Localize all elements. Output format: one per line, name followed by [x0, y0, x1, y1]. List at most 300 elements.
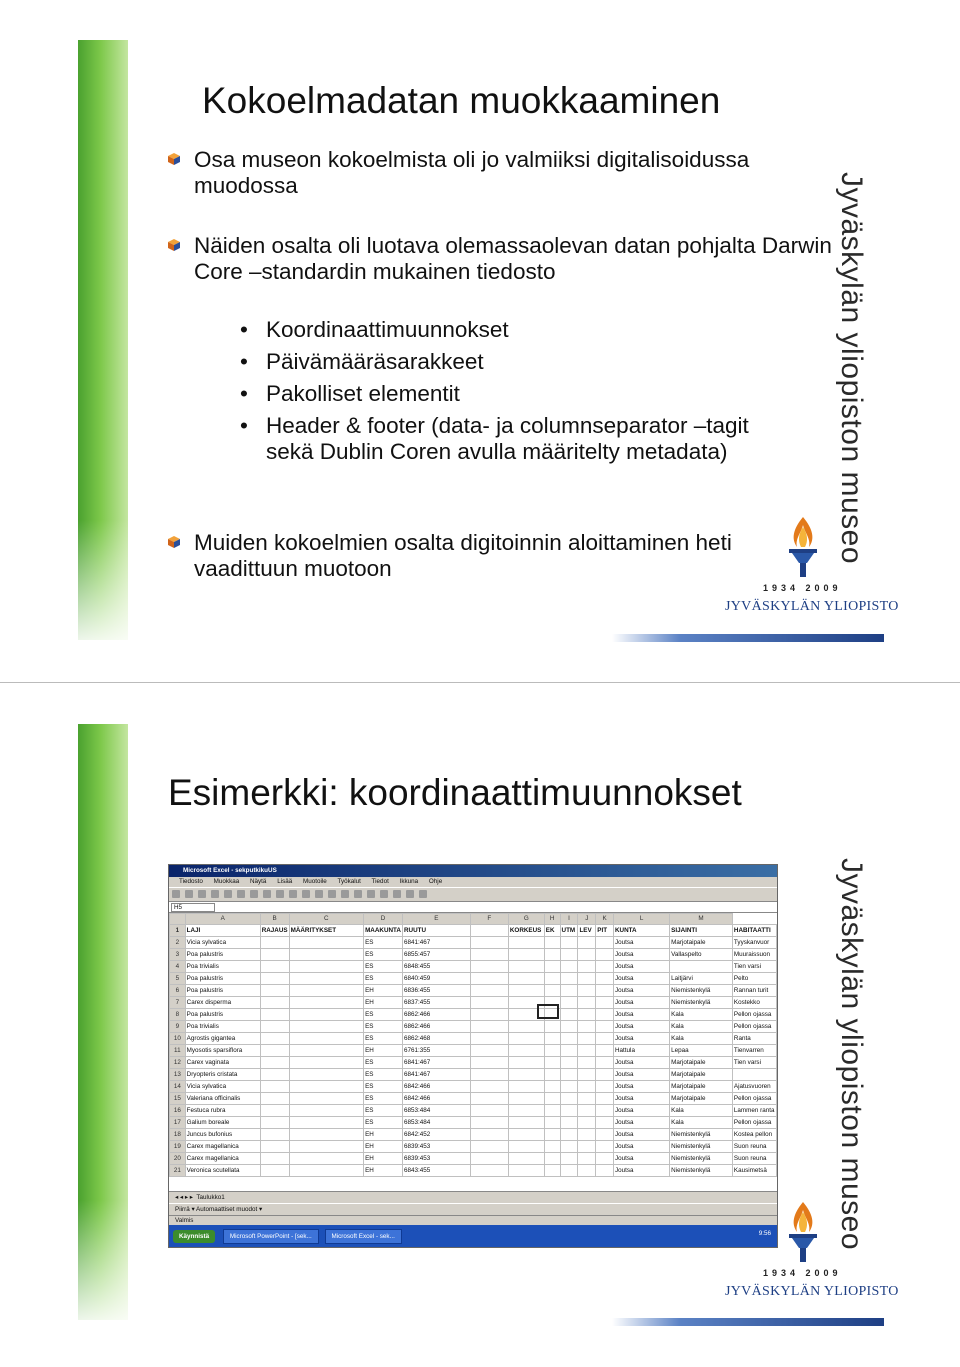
table-cell[interactable]: Pellon ojassa [732, 1009, 776, 1021]
table-cell[interactable] [470, 985, 508, 997]
table-cell[interactable] [560, 1069, 578, 1081]
table-cell[interactable] [544, 1105, 560, 1117]
row-number[interactable]: 2 [170, 937, 186, 949]
table-cell[interactable] [560, 1105, 578, 1117]
table-cell[interactable]: Vallaspelto [670, 949, 733, 961]
table-cell[interactable]: Hattula [614, 1045, 670, 1057]
table-cell[interactable]: 6842:452 [402, 1129, 470, 1141]
row-number[interactable]: 7 [170, 997, 186, 1009]
table-cell[interactable]: Poa palustris [185, 973, 260, 985]
table-cell[interactable] [596, 1045, 614, 1057]
table-cell[interactable]: 6839:453 [402, 1153, 470, 1165]
column-letter[interactable]: I [560, 914, 578, 925]
table-cell[interactable] [289, 949, 363, 961]
row-number[interactable]: 15 [170, 1093, 186, 1105]
table-cell[interactable] [470, 1129, 508, 1141]
table-cell[interactable] [260, 1045, 289, 1057]
table-cell[interactable]: ES [364, 961, 403, 973]
table-cell[interactable] [470, 1033, 508, 1045]
table-cell[interactable]: Joutsa [614, 1165, 670, 1177]
table-cell[interactable] [289, 985, 363, 997]
table-cell[interactable]: LEV [578, 925, 596, 937]
table-cell[interactable]: 6862:468 [402, 1033, 470, 1045]
table-cell[interactable] [470, 973, 508, 985]
table-cell[interactable] [289, 1033, 363, 1045]
column-letter[interactable]: G [508, 914, 544, 925]
table-cell[interactable] [470, 1105, 508, 1117]
table-cell[interactable] [508, 973, 544, 985]
table-cell[interactable] [560, 1129, 578, 1141]
table-cell[interactable] [544, 973, 560, 985]
table-cell[interactable] [508, 1045, 544, 1057]
table-cell[interactable]: Carex magellanica [185, 1141, 260, 1153]
table-cell[interactable] [470, 1021, 508, 1033]
table-cell[interactable] [596, 973, 614, 985]
table-cell[interactable] [508, 1069, 544, 1081]
table-cell[interactable] [596, 1021, 614, 1033]
table-cell[interactable]: Pellon ojassa [732, 1117, 776, 1129]
table-cell[interactable]: ES [364, 937, 403, 949]
table-cell[interactable] [596, 1105, 614, 1117]
table-cell[interactable] [596, 1009, 614, 1021]
table-cell[interactable] [596, 1093, 614, 1105]
table-cell[interactable]: Carex vaginata [185, 1057, 260, 1069]
menu-item[interactable]: Tiedot [371, 878, 389, 885]
table-cell[interactable] [289, 1021, 363, 1033]
table-cell[interactable] [596, 1153, 614, 1165]
table-cell[interactable]: Joutsa [614, 949, 670, 961]
table-cell[interactable] [596, 1141, 614, 1153]
column-letter[interactable]: D [364, 914, 403, 925]
table-cell[interactable]: ES [364, 1057, 403, 1069]
table-cell[interactable]: Joutsa [614, 1105, 670, 1117]
table-cell[interactable] [470, 1009, 508, 1021]
table-cell[interactable] [508, 1093, 544, 1105]
save-icon[interactable] [198, 890, 206, 898]
table-cell[interactable] [260, 1105, 289, 1117]
table-cell[interactable] [508, 1117, 544, 1129]
row-number[interactable]: 4 [170, 961, 186, 973]
table-cell[interactable] [508, 961, 544, 973]
table-cell[interactable] [260, 1069, 289, 1081]
start-button[interactable]: Käynnistä [173, 1230, 215, 1243]
column-letter[interactable]: K [596, 914, 614, 925]
table-cell[interactable] [260, 985, 289, 997]
open-icon[interactable] [185, 890, 193, 898]
table-cell[interactable] [578, 973, 596, 985]
table-cell[interactable]: Dryopteris cristata [185, 1069, 260, 1081]
table-cell[interactable]: SIJAINTI [670, 925, 733, 937]
table-cell[interactable] [560, 961, 578, 973]
table-cell[interactable] [508, 1141, 544, 1153]
table-cell[interactable] [732, 1069, 776, 1081]
table-cell[interactable]: 6837:455 [402, 997, 470, 1009]
table-cell[interactable]: Joutsa [614, 961, 670, 973]
table-cell[interactable] [289, 961, 363, 973]
table-cell[interactable] [544, 1069, 560, 1081]
menu-item[interactable]: Muotoile [303, 878, 327, 885]
table-cell[interactable]: ES [364, 1069, 403, 1081]
table-cell[interactable] [578, 1081, 596, 1093]
row-number[interactable]: 3 [170, 949, 186, 961]
row-number[interactable]: 13 [170, 1069, 186, 1081]
table-cell[interactable]: MAAKUNTA [364, 925, 403, 937]
table-cell[interactable]: ES [364, 973, 403, 985]
table-cell[interactable]: EH [364, 985, 403, 997]
table-cell[interactable] [508, 1105, 544, 1117]
table-cell[interactable] [578, 1141, 596, 1153]
row-number[interactable]: 16 [170, 1105, 186, 1117]
table-cell[interactable] [289, 1081, 363, 1093]
table-cell[interactable] [578, 1105, 596, 1117]
column-letter[interactable] [170, 914, 186, 925]
table-cell[interactable] [470, 1093, 508, 1105]
table-cell[interactable] [508, 1021, 544, 1033]
table-cell[interactable]: Joutsa [614, 1009, 670, 1021]
table-cell[interactable] [289, 997, 363, 1009]
table-cell[interactable] [470, 937, 508, 949]
table-cell[interactable]: Marjotaipale [670, 1057, 733, 1069]
table-cell[interactable]: Kala [670, 1021, 733, 1033]
row-number[interactable]: 14 [170, 1081, 186, 1093]
sum-icon[interactable] [315, 890, 323, 898]
column-letter[interactable]: J [578, 914, 596, 925]
column-letter[interactable]: E [402, 914, 470, 925]
table-cell[interactable]: 6848:455 [402, 961, 470, 973]
table-cell[interactable] [560, 1093, 578, 1105]
table-cell[interactable]: RUUTU [402, 925, 470, 937]
row-number[interactable]: 6 [170, 985, 186, 997]
table-cell[interactable]: Joutsa [614, 1141, 670, 1153]
table-cell[interactable]: Poa trivialis [185, 1021, 260, 1033]
table-cell[interactable]: RAJAUS [260, 925, 289, 937]
table-cell[interactable]: Joutsa [614, 1093, 670, 1105]
table-cell[interactable] [470, 997, 508, 1009]
chart-icon[interactable] [341, 890, 349, 898]
table-cell[interactable] [596, 937, 614, 949]
table-cell[interactable] [596, 949, 614, 961]
table-cell[interactable] [470, 1057, 508, 1069]
table-cell[interactable]: Niemistenkylä [670, 985, 733, 997]
table-cell[interactable]: PIT [596, 925, 614, 937]
table-cell[interactable]: ES [364, 1093, 403, 1105]
drawing-toolbar[interactable]: Piirrä ▾ Automaattiset muodot ▾ [169, 1203, 778, 1216]
cut-icon[interactable] [250, 890, 258, 898]
menu-item[interactable]: Näytä [249, 878, 267, 885]
table-cell[interactable]: Niemistenkylä [670, 1165, 733, 1177]
spell-icon[interactable] [237, 890, 245, 898]
table-cell[interactable]: ES [364, 1021, 403, 1033]
italic-icon[interactable] [367, 890, 375, 898]
table-cell[interactable] [289, 1153, 363, 1165]
underline-icon[interactable] [380, 890, 388, 898]
column-letter[interactable]: C [289, 914, 363, 925]
table-cell[interactable]: Pellon ojassa [732, 1021, 776, 1033]
new-icon[interactable] [172, 890, 180, 898]
table-cell[interactable]: 6855:457 [402, 949, 470, 961]
table-cell[interactable] [470, 1045, 508, 1057]
table-cell[interactable] [596, 1129, 614, 1141]
table-cell[interactable] [260, 1165, 289, 1177]
table-cell[interactable]: Suon reuna [732, 1141, 776, 1153]
table-cell[interactable]: Carex magellanica [185, 1153, 260, 1165]
table-cell[interactable] [560, 1165, 578, 1177]
table-cell[interactable]: 6841:467 [402, 1069, 470, 1081]
table-cell[interactable] [560, 1021, 578, 1033]
table-cell[interactable]: Joutsa [614, 1033, 670, 1045]
table-cell[interactable] [560, 949, 578, 961]
table-cell[interactable] [470, 949, 508, 961]
table-cell[interactable]: Marjotaipale [670, 1069, 733, 1081]
row-number[interactable]: 9 [170, 1021, 186, 1033]
table-cell[interactable] [544, 937, 560, 949]
table-cell[interactable]: Joutsa [614, 1153, 670, 1165]
column-letter[interactable]: B [260, 914, 289, 925]
table-cell[interactable] [578, 1021, 596, 1033]
table-cell[interactable] [578, 1165, 596, 1177]
row-number[interactable]: 21 [170, 1165, 186, 1177]
table-cell[interactable]: Kala [670, 1009, 733, 1021]
table-cell[interactable]: Tyyskanvuor [732, 937, 776, 949]
table-cell[interactable]: Joutsa [614, 937, 670, 949]
table-cell[interactable] [260, 1117, 289, 1129]
table-cell[interactable]: Kostekko [732, 997, 776, 1009]
table-cell[interactable]: Ranta [732, 1033, 776, 1045]
table-cell[interactable] [508, 985, 544, 997]
table-cell[interactable] [470, 1141, 508, 1153]
preview-icon[interactable] [224, 890, 232, 898]
table-cell[interactable]: Niemistenkylä [670, 1141, 733, 1153]
table-cell[interactable] [596, 1081, 614, 1093]
table-cell[interactable] [260, 997, 289, 1009]
column-letter[interactable]: L [614, 914, 670, 925]
table-cell[interactable]: EH [364, 1129, 403, 1141]
table-cell[interactable] [289, 1069, 363, 1081]
table-cell[interactable] [560, 985, 578, 997]
table-cell[interactable] [289, 1105, 363, 1117]
table-cell[interactable]: ES [364, 1117, 403, 1129]
table-cell[interactable]: 6841:467 [402, 937, 470, 949]
table-cell[interactable] [596, 1165, 614, 1177]
table-cell[interactable] [544, 1057, 560, 1069]
table-cell[interactable]: Marjotaipale [670, 1081, 733, 1093]
menu-item[interactable]: Tiedosto [179, 878, 203, 885]
table-cell[interactable] [544, 1021, 560, 1033]
table-cell[interactable] [578, 1153, 596, 1165]
table-cell[interactable] [508, 1033, 544, 1045]
table-cell[interactable] [260, 1153, 289, 1165]
table-cell[interactable]: Niemistenkylä [670, 997, 733, 1009]
table-cell[interactable] [578, 961, 596, 973]
row-number[interactable]: 18 [170, 1129, 186, 1141]
bold-icon[interactable] [354, 890, 362, 898]
sheet-tab[interactable]: Taulukko1 [196, 1194, 225, 1201]
table-cell[interactable] [544, 985, 560, 997]
column-letter[interactable]: M [670, 914, 733, 925]
table-cell[interactable] [560, 1081, 578, 1093]
table-cell[interactable]: Niemistenkylä [670, 1153, 733, 1165]
table-cell[interactable]: Lammen ranta [732, 1105, 776, 1117]
table-cell[interactable] [289, 1093, 363, 1105]
redo-icon[interactable] [302, 890, 310, 898]
table-cell[interactable]: Pelto [732, 973, 776, 985]
table-cell[interactable]: Pellon ojassa [732, 1093, 776, 1105]
table-cell[interactable]: Juncus bufonius [185, 1129, 260, 1141]
table-cell[interactable]: ES [364, 1105, 403, 1117]
table-cell[interactable]: Veronica scutellata [185, 1165, 260, 1177]
table-cell[interactable]: KUNTA [614, 925, 670, 937]
table-cell[interactable]: KORKEUS [508, 925, 544, 937]
row-number[interactable]: 11 [170, 1045, 186, 1057]
table-cell[interactable]: Kausimetsä [732, 1165, 776, 1177]
table-cell[interactable] [289, 1009, 363, 1021]
table-cell[interactable] [289, 937, 363, 949]
table-cell[interactable]: EH [364, 1045, 403, 1057]
align-left-icon[interactable] [393, 890, 401, 898]
table-cell[interactable] [578, 1057, 596, 1069]
table-cell[interactable]: Galium boreale [185, 1117, 260, 1129]
table-cell[interactable] [560, 1045, 578, 1057]
table-cell[interactable] [260, 1141, 289, 1153]
table-cell[interactable] [596, 985, 614, 997]
table-cell[interactable] [470, 1069, 508, 1081]
table-cell[interactable]: Joutsa [614, 997, 670, 1009]
table-cell[interactable] [289, 1117, 363, 1129]
row-number[interactable]: 8 [170, 1009, 186, 1021]
table-cell[interactable] [596, 961, 614, 973]
table-cell[interactable] [260, 937, 289, 949]
row-number[interactable]: 19 [170, 1141, 186, 1153]
table-cell[interactable]: Niemistenkylä [670, 1129, 733, 1141]
table-cell[interactable] [260, 1081, 289, 1093]
table-cell[interactable]: Poa palustris [185, 985, 260, 997]
table-cell[interactable] [260, 1009, 289, 1021]
table-cell[interactable] [544, 1093, 560, 1105]
table-cell[interactable] [544, 1129, 560, 1141]
table-cell[interactable]: Vicia sylvatica [185, 937, 260, 949]
copy-icon[interactable] [263, 890, 271, 898]
table-cell[interactable] [508, 1129, 544, 1141]
table-cell[interactable] [544, 1117, 560, 1129]
selected-cell[interactable] [537, 1004, 559, 1019]
table-cell[interactable] [289, 1057, 363, 1069]
table-cell[interactable] [289, 1129, 363, 1141]
taskbar-item[interactable]: Microsoft PowerPoint - [sek... [223, 1229, 319, 1244]
table-cell[interactable] [596, 1117, 614, 1129]
table-cell[interactable] [470, 1081, 508, 1093]
align-center-icon[interactable] [406, 890, 414, 898]
table-cell[interactable]: Joutsa [614, 1129, 670, 1141]
table-cell[interactable]: EH [364, 997, 403, 1009]
table-cell[interactable] [578, 1093, 596, 1105]
table-cell[interactable]: Kala [670, 1033, 733, 1045]
table-cell[interactable]: 6862:466 [402, 1009, 470, 1021]
table-cell[interactable]: Festuca rubra [185, 1105, 260, 1117]
table-cell[interactable] [560, 973, 578, 985]
table-cell[interactable] [508, 937, 544, 949]
table-cell[interactable]: Rannan turit [732, 985, 776, 997]
table-cell[interactable]: LAJI [185, 925, 260, 937]
table-cell[interactable] [596, 1057, 614, 1069]
table-cell[interactable] [508, 1081, 544, 1093]
table-cell[interactable] [544, 1033, 560, 1045]
align-right-icon[interactable] [419, 890, 427, 898]
table-cell[interactable] [260, 949, 289, 961]
table-cell[interactable] [578, 1009, 596, 1021]
table-cell[interactable] [544, 1141, 560, 1153]
table-cell[interactable] [578, 949, 596, 961]
row-number[interactable]: 20 [170, 1153, 186, 1165]
table-cell[interactable]: Marjotaipale [670, 1093, 733, 1105]
table-cell[interactable]: Kostea pellon [732, 1129, 776, 1141]
table-cell[interactable] [470, 961, 508, 973]
table-cell[interactable]: EH [364, 1165, 403, 1177]
table-cell[interactable]: Valeriana officinalis [185, 1093, 260, 1105]
table-cell[interactable] [508, 949, 544, 961]
table-cell[interactable] [578, 937, 596, 949]
table-cell[interactable]: Poa palustris [185, 1009, 260, 1021]
table-cell[interactable] [578, 1033, 596, 1045]
table-cell[interactable] [470, 925, 508, 937]
table-cell[interactable] [260, 1033, 289, 1045]
table-cell[interactable]: Laitjärvi [670, 973, 733, 985]
row-number[interactable]: 10 [170, 1033, 186, 1045]
table-cell[interactable]: 6853:484 [402, 1105, 470, 1117]
table-cell[interactable]: Tien varsi [732, 961, 776, 973]
table-cell[interactable] [470, 1165, 508, 1177]
column-letter[interactable]: H [544, 914, 560, 925]
table-cell[interactable] [470, 1153, 508, 1165]
table-cell[interactable]: Agrostis gigantea [185, 1033, 260, 1045]
table-cell[interactable]: Joutsa [614, 1021, 670, 1033]
table-cell[interactable] [578, 1117, 596, 1129]
table-cell[interactable]: 6841:467 [402, 1057, 470, 1069]
table-cell[interactable] [596, 1069, 614, 1081]
table-cell[interactable]: Poa trivialis [185, 961, 260, 973]
table-cell[interactable] [260, 1129, 289, 1141]
menu-item[interactable]: Muokkaa [213, 878, 240, 885]
table-cell[interactable] [508, 1153, 544, 1165]
table-cell[interactable] [260, 973, 289, 985]
table-cell[interactable] [289, 1141, 363, 1153]
print-icon[interactable] [211, 890, 219, 898]
table-cell[interactable] [260, 1021, 289, 1033]
row-number[interactable]: 5 [170, 973, 186, 985]
table-cell[interactable] [470, 1117, 508, 1129]
table-cell[interactable]: Joutsa [614, 1069, 670, 1081]
table-cell[interactable] [578, 985, 596, 997]
table-cell[interactable]: 6839:453 [402, 1141, 470, 1153]
table-cell[interactable] [578, 1045, 596, 1057]
table-cell[interactable]: Ajatusvuoren [732, 1081, 776, 1093]
table-cell[interactable]: Lepaa [670, 1045, 733, 1057]
table-cell[interactable]: Kala [670, 1117, 733, 1129]
table-cell[interactable] [596, 1033, 614, 1045]
table-cell[interactable] [578, 1129, 596, 1141]
table-cell[interactable] [560, 1141, 578, 1153]
table-cell[interactable]: Muuraissuon [732, 949, 776, 961]
table-cell[interactable] [260, 1093, 289, 1105]
table-cell[interactable]: Vicia sylvatica [185, 1081, 260, 1093]
table-cell[interactable]: 6843:455 [402, 1165, 470, 1177]
table-cell[interactable]: ES [364, 1009, 403, 1021]
row-number[interactable]: 17 [170, 1117, 186, 1129]
table-cell[interactable] [289, 1165, 363, 1177]
menu-item[interactable]: Työkalut [337, 878, 361, 885]
table-cell[interactable] [560, 1153, 578, 1165]
table-cell[interactable]: 6842:466 [402, 1081, 470, 1093]
table-cell[interactable]: Tienvarren [732, 1045, 776, 1057]
